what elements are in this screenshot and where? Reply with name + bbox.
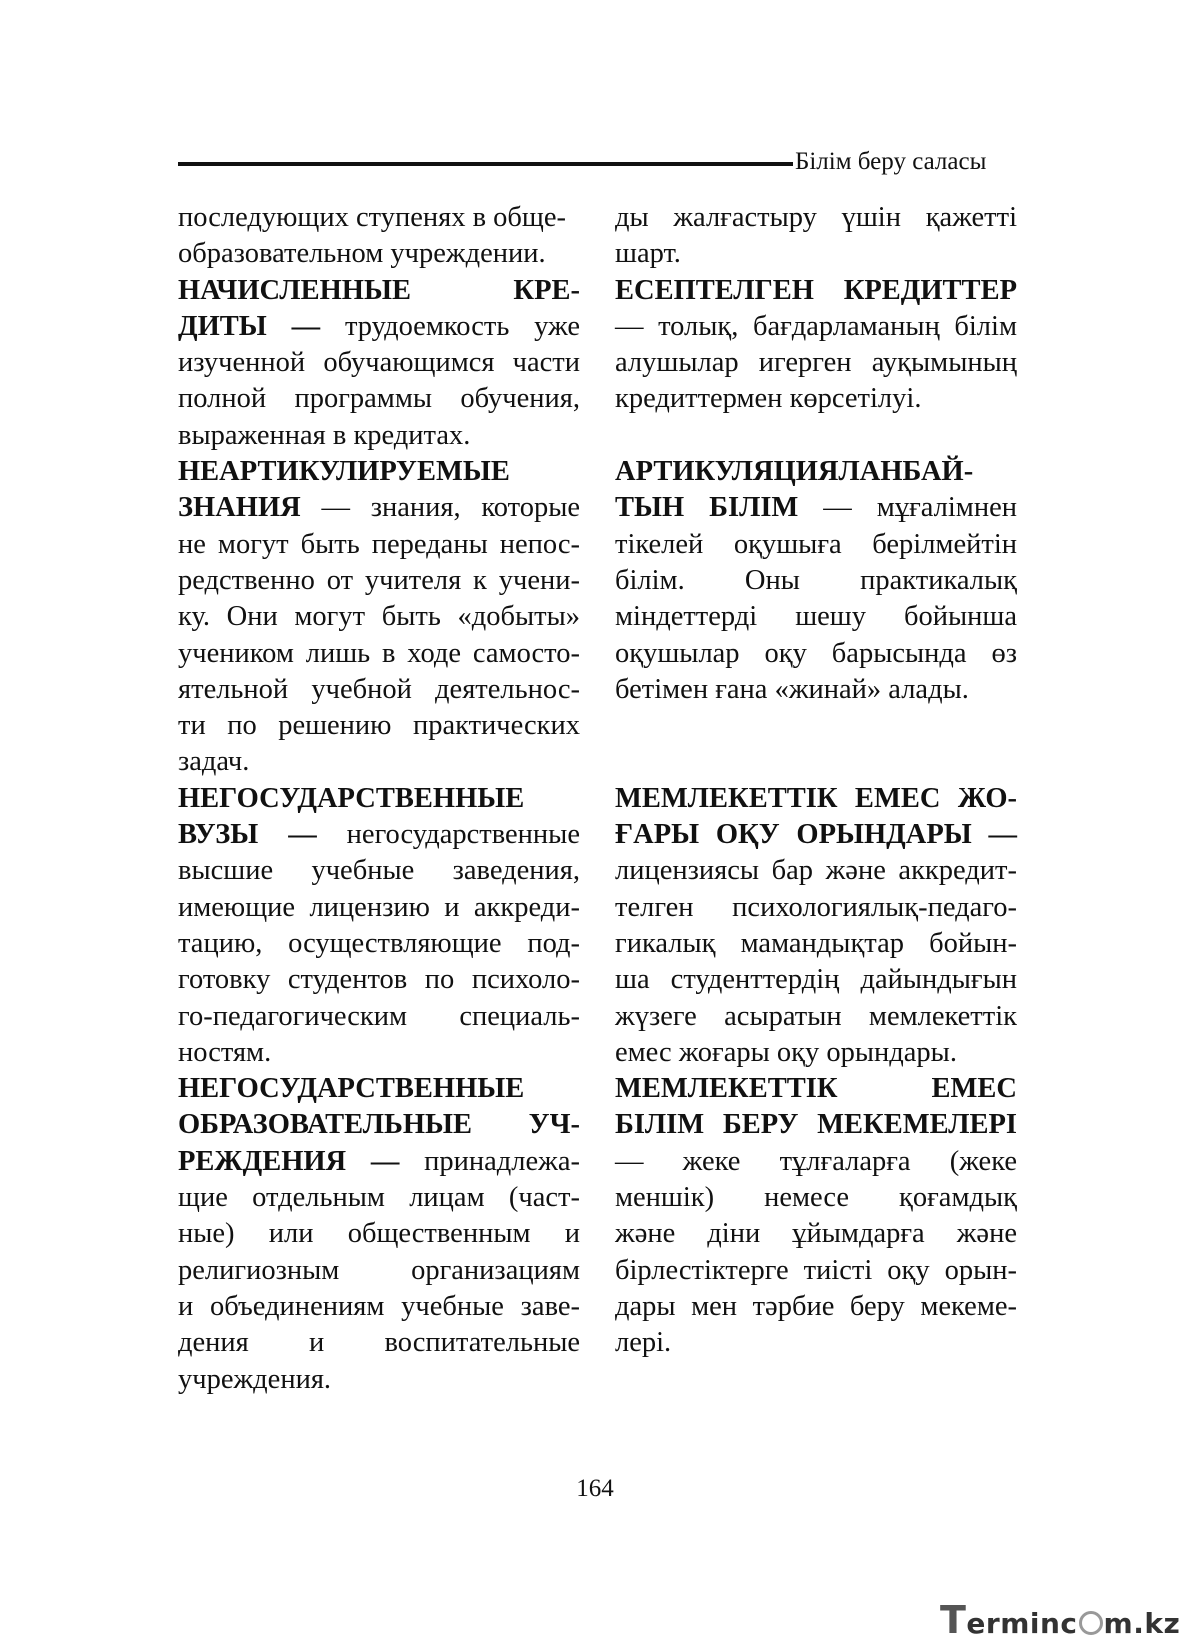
text-line: и объединениям учебные заве- bbox=[178, 1290, 580, 1322]
text-line: бірлестіктерге тиісті оқу орын- bbox=[615, 1254, 1017, 1286]
text-line: дения и воспитательные bbox=[178, 1327, 580, 1359]
text-line: учеником лишь в ходе самосто- bbox=[178, 637, 580, 669]
watermark-initial: T bbox=[940, 1598, 967, 1642]
text-line: тацию, осуществляющие под- bbox=[178, 927, 580, 959]
definition-text: — знания, которые bbox=[300, 492, 580, 524]
text-line: дары мен тәрбие беру мекеме- bbox=[615, 1290, 1017, 1322]
term-heading: БІЛІМ БЕРУ МЕКЕМЕЛЕРІ bbox=[615, 1109, 1017, 1141]
text-line: редственно от учителя к учени- bbox=[178, 564, 580, 596]
spacer bbox=[615, 744, 1017, 780]
text-line: — толық, бағдарламаның білім bbox=[615, 310, 1017, 342]
text-line bbox=[178, 817, 580, 853]
text-line: және діни ұйымдарға және bbox=[615, 1218, 1017, 1250]
term-heading: НЕГОСУДАРСТВЕННЫЕ bbox=[178, 1073, 525, 1105]
watermark-logo bbox=[940, 1598, 1180, 1642]
text-line: міндеттерді шешу бойынша bbox=[615, 601, 1017, 633]
text-line: го-педагогическим специаль- bbox=[178, 1000, 580, 1032]
term-heading: НАЧИСЛЕННЫЕ КРЕ- bbox=[178, 274, 580, 306]
text-line: — жеке тұлғаларға (жеке bbox=[615, 1145, 1017, 1177]
text-line: білім. Оны практикалық bbox=[615, 564, 1017, 596]
text-line: ша студенттердің дайындығын bbox=[615, 964, 1017, 996]
text-line: не могут быть переданы непос- bbox=[178, 528, 580, 560]
text-line: образовательном учреждении. bbox=[178, 238, 546, 270]
term-heading: МЕМЛЕКЕТТІК ЕМЕС bbox=[615, 1073, 1017, 1105]
definition-text: негосударственные bbox=[316, 819, 580, 851]
text-line: гикалық мамандықтар бойын- bbox=[615, 927, 1017, 959]
text-line: религиозным организациям bbox=[178, 1254, 580, 1286]
text-line: ностям. bbox=[178, 1036, 272, 1068]
text-line: ные) или общественным и bbox=[178, 1218, 580, 1250]
text-line: последующих ступенях в обще- bbox=[178, 202, 567, 233]
text-line: меншік) немесе қоғамдық bbox=[615, 1182, 1017, 1214]
term-heading: ТЫН БІЛІМ bbox=[615, 492, 799, 524]
term-heading: АРТИКУЛЯЦИЯЛАНБАЙ- bbox=[615, 456, 974, 488]
text-line: телген психологиялық-педаго- bbox=[615, 891, 1017, 923]
text-line: лері. bbox=[615, 1327, 672, 1359]
spacer bbox=[615, 418, 1017, 454]
text-line: ку. Они могут быть «добыты» bbox=[178, 601, 580, 633]
text-line: бетімен ғана «жинай» алады. bbox=[615, 673, 969, 705]
header-rule bbox=[178, 162, 793, 166]
text-line: выраженная в кредитах. bbox=[178, 419, 471, 451]
text-line: кредиттермен көрсетілуі. bbox=[615, 383, 922, 415]
term-heading: ЕСЕПТЕЛГЕН КРЕДИТТЕР bbox=[615, 274, 1017, 306]
term-heading: ВУЗЫ — bbox=[178, 819, 317, 851]
text-line: ды жалғастыру үшін қажетті bbox=[615, 202, 1017, 233]
running-header: Білім беру саласы bbox=[795, 148, 987, 175]
term-heading: НЕАРТИКУЛИРУЕМЫЕ bbox=[178, 456, 510, 488]
text-line bbox=[178, 309, 580, 345]
definition-text: принадлежа- bbox=[399, 1145, 580, 1177]
magnifier-icon bbox=[1079, 1611, 1103, 1635]
text-line bbox=[178, 1144, 580, 1180]
text-line: учреждения. bbox=[178, 1363, 332, 1395]
term-heading: ОБРАЗОВАТЕЛЬНЫЕ УЧ- bbox=[178, 1109, 580, 1141]
term-heading: ҒАРЫ ОҚУ ОРЫНДАРЫ — bbox=[615, 819, 1017, 851]
text-line: задач. bbox=[178, 746, 250, 778]
page-number: 164 bbox=[576, 1475, 614, 1502]
watermark-domain: m.kz bbox=[1103, 1607, 1181, 1640]
text-line: щие отдельным лицам (част- bbox=[178, 1182, 580, 1214]
definition-text: — мұғалімнен bbox=[798, 492, 1017, 524]
text-line: оқушылар оқу барысында өз bbox=[615, 637, 1017, 669]
text-line: готовку студентов по психоло- bbox=[178, 964, 580, 996]
text-line: тікелей оқушыға берілмейтін bbox=[615, 528, 1017, 560]
text-line: ятельной учебной деятельнос- bbox=[178, 673, 580, 705]
text-line: высшие учебные заведения, bbox=[178, 855, 580, 887]
watermark-text: erminc bbox=[966, 1607, 1078, 1640]
term-heading: РЕЖДЕНИЯ — bbox=[178, 1145, 400, 1177]
term-heading: ЗНАНИЯ bbox=[178, 492, 301, 524]
text-line bbox=[615, 490, 1017, 526]
text-line: имеющие лицензию и аккреди- bbox=[178, 891, 580, 923]
term-heading: ДИТЫ — bbox=[178, 310, 321, 342]
definition-text: трудоемкость уже bbox=[320, 310, 580, 342]
spacer bbox=[615, 708, 1017, 744]
right-column bbox=[615, 200, 1017, 1362]
term-heading: НЕГОСУДАРСТВЕННЫЕ bbox=[178, 782, 525, 814]
text-line: ти по решению практических bbox=[178, 710, 580, 742]
text-line: полной программы обучения, bbox=[178, 383, 580, 415]
text-line: лицензиясы бар және аккредит- bbox=[615, 855, 1017, 887]
text-line: жүзеге асыратын мемлекеттік bbox=[615, 1000, 1017, 1032]
text-line: изученной обучающимся части bbox=[178, 347, 580, 379]
text-line bbox=[178, 490, 580, 526]
text-line: алушылар игерген ауқымының bbox=[615, 347, 1017, 379]
text-line: емес жоғары оқу орындары. bbox=[615, 1036, 957, 1068]
term-heading: МЕМЛЕКЕТТІК ЕМЕС ЖО- bbox=[615, 782, 1017, 814]
text-line: шарт. bbox=[615, 238, 681, 270]
left-column bbox=[178, 200, 580, 1398]
